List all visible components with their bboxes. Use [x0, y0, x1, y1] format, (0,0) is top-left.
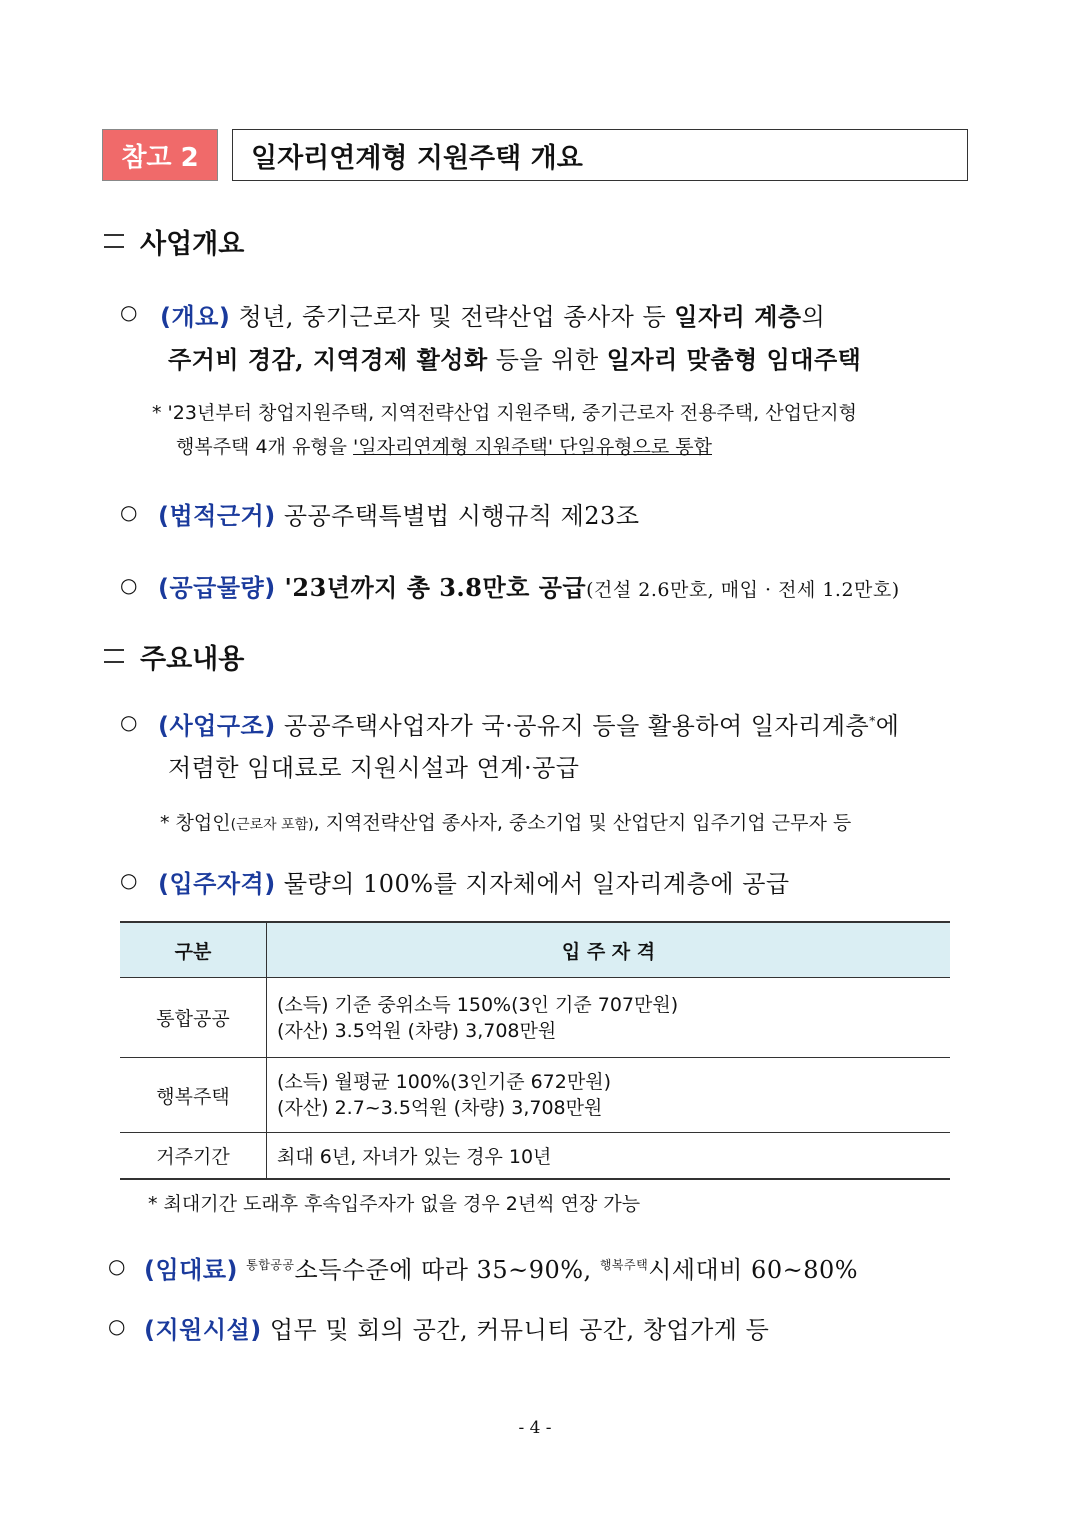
page-title	[232, 129, 968, 181]
table-cell-category: 행복주택	[120, 1058, 267, 1133]
table-row	[120, 1058, 950, 1133]
overview-note-line-1: * '23년부터 창업지원주택, 지역전략산업 지원주택, 중기근로자 전용주택, 산업단지형	[152, 402, 857, 424]
rent-line	[144, 1250, 858, 1285]
criteria-income: (소득) 월평균 100%(3인기준 672만원)	[277, 1071, 611, 1093]
eligibility-line	[158, 864, 790, 899]
supply-line	[158, 568, 900, 603]
bullet-icon: ○	[120, 300, 138, 324]
bullet-icon: ○	[120, 868, 138, 892]
criteria-assets: (자산) 2.7~3.5억원 (차량) 3,708만원	[277, 1097, 603, 1119]
legal-basis-text: 공공주택특별법 시행규칙 제23조	[275, 502, 640, 530]
page-title-text: 일자리연계형 지원주택 개요	[251, 142, 583, 174]
overview-label: (개요)	[160, 303, 231, 331]
eligibility-label: (입주자격)	[158, 870, 276, 898]
facility-line	[144, 1310, 769, 1345]
overview-emphasis: 일자리 계층	[674, 302, 802, 331]
overview-emphasis-2: 주거비 경감, 지역경제 활성화	[168, 345, 488, 374]
overview-text-2: 등을 위한	[487, 346, 607, 374]
overview-line-1	[160, 297, 825, 332]
overview-note-underlined: '일자리연계형 지원주택' 단일유형으로 통합	[353, 436, 712, 458]
table-cell-category: 거주기간	[120, 1133, 267, 1179]
bullet-icon: ○	[120, 573, 138, 597]
facility-text: 업무 및 회의 공간, 커뮤니티 공간, 창업가게 등	[261, 1316, 770, 1344]
bullet-icon: ○	[108, 1314, 126, 1338]
eligibility-table	[120, 921, 950, 1180]
structure-label: (사업구조)	[158, 712, 276, 740]
table-header-eligibility: 입 주 자 격	[267, 922, 951, 978]
overview-text-end: 의	[801, 303, 826, 331]
overview-note-text: 행복주택 4개 유형을	[176, 436, 354, 458]
bullet-icon: ○	[120, 500, 138, 524]
rent-text-1: 소득수준에 따라 35~90%,	[294, 1256, 600, 1284]
structure-text: 공공주택사업자가 국·공유지 등을 활용하여 일자리계층	[275, 712, 870, 740]
table-cell-criteria: 최대 6년, 자녀가 있는 경우 10년	[267, 1133, 951, 1179]
table-row	[120, 978, 950, 1058]
table-cell-criteria	[267, 1058, 951, 1133]
section-title-main: 주요내용	[140, 644, 245, 675]
overview-line-2	[168, 340, 861, 375]
structure-note	[160, 808, 851, 835]
structure-asterisk: *	[869, 714, 876, 728]
rent-label: (임대료)	[144, 1256, 238, 1284]
criteria-income: (소득) 기준 중위소득 150%(3인 기준 707만원)	[277, 993, 679, 1016]
rent-type-happy-housing: 행복주택	[599, 1258, 649, 1272]
eligibility-note: * 최대기간 도래후 후속입주자가 없을 경우 2년씩 연장 가능	[148, 1193, 641, 1215]
overview-emphasis-3: 일자리 맞춤형 임대주택	[606, 345, 862, 374]
section-marker-icon	[104, 234, 124, 248]
structure-note-text: * 창업인	[160, 812, 231, 834]
table-header-category: 구분	[120, 922, 267, 978]
page-number: - 4 -	[518, 1418, 552, 1438]
rent-text-2: 시세대비 60~80%	[648, 1256, 859, 1284]
bullet-icon: ○	[108, 1254, 126, 1278]
criteria-assets: (자산) 3.5억원 (차량) 3,708만원	[277, 1019, 557, 1042]
overview-note-line-2	[176, 432, 712, 459]
structure-line-2: 저렴한 임대료로 지원시설과 연계·공급	[168, 754, 580, 782]
table-cell-category: 통합공공	[120, 978, 267, 1058]
structure-note-rest: , 지역전략산업 종사자, 중소기업 및 산업단지 입주기업 근무자 등	[313, 812, 852, 834]
supply-label: (공급물량)	[158, 574, 276, 602]
legal-basis-label: (법적근거)	[158, 502, 276, 530]
facility-label: (지원시설)	[144, 1316, 262, 1344]
section-marker-icon	[104, 649, 124, 663]
supply-text: '23년까지 총 3.8만호 공급	[275, 573, 587, 602]
overview-text: 청년, 중기근로자 및 전략산업 종사자 등	[230, 303, 675, 331]
bullet-icon: ○	[120, 710, 138, 734]
reference-badge: 참고 2	[102, 129, 218, 181]
supply-detail: (건설 2.6만호, 매입 · 전세 1.2만호)	[586, 579, 900, 601]
structure-line-1	[158, 706, 899, 741]
structure-text-end: 에	[875, 712, 900, 740]
structure-note-small: (근로자 포함)	[230, 817, 314, 833]
rent-type-integrated: 통합공공	[246, 1258, 295, 1272]
table-row	[120, 1133, 950, 1179]
table-cell-criteria	[267, 978, 951, 1058]
table-header-row	[120, 922, 950, 978]
legal-basis-line	[158, 496, 640, 531]
eligibility-text: 물량의 100%를 지자체에서 일자리계층에 공급	[275, 870, 790, 898]
section-title-overview: 사업개요	[140, 229, 245, 260]
